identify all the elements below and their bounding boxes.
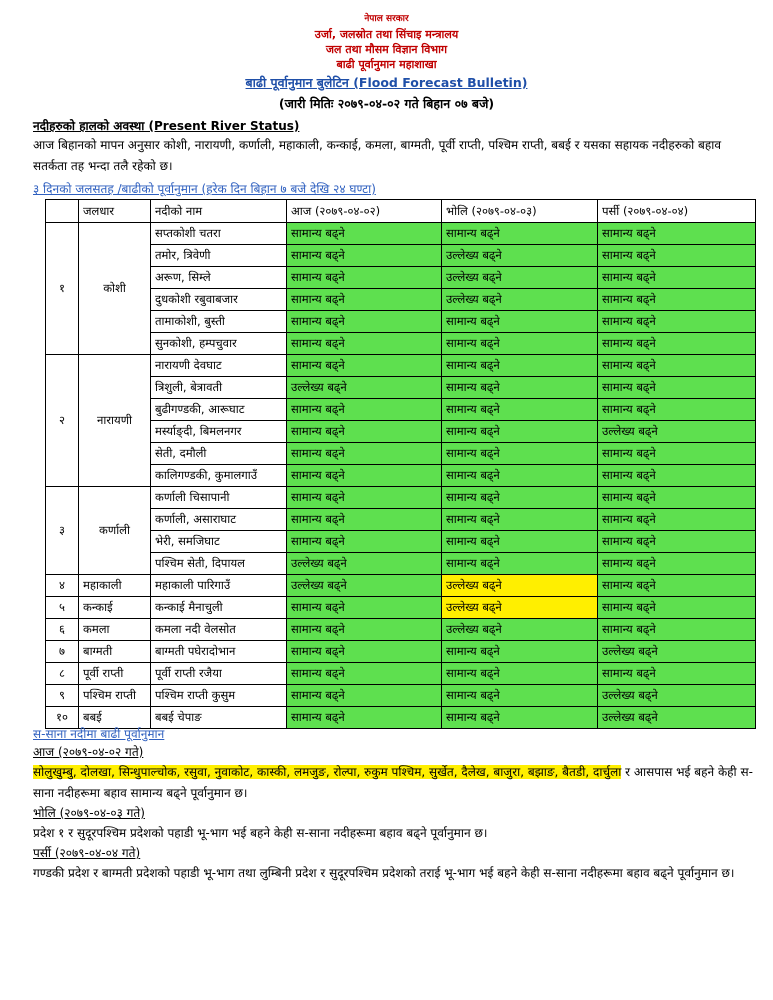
basin-number: २ [46, 355, 79, 487]
header-dayafter: पर्सी (२०७९-०४-०४) [598, 200, 756, 223]
header-river: नदीको नाम [151, 200, 287, 223]
forecast-tomorrow: सामान्य बढ्ने [442, 421, 598, 443]
forecast-today: सामान्य बढ्ने [287, 311, 442, 333]
table-row [46, 663, 756, 685]
table-row [46, 619, 756, 641]
river-name: बुढीगण्डकी, आरूघाट [151, 399, 287, 421]
forecast-today: सामान्य बढ्ने [287, 597, 442, 619]
forecast-today: सामान्य बढ्ने [287, 333, 442, 355]
basin-name: कोशी [79, 223, 151, 355]
forecast-today: सामान्य बढ्ने [287, 619, 442, 641]
basin-number: ३ [46, 487, 79, 575]
issued-date: (जारी मितिः २०७९-०४-०२ गते बिहान ०७ बजे) [278, 96, 495, 111]
forecast-dayafter: उल्लेख्य बढ्ने [598, 641, 756, 663]
table-row [46, 421, 756, 443]
table-row [46, 487, 756, 509]
section-name: बाढी पूर्वानुमान महाशाखा [336, 58, 437, 71]
forecast-dayafter: सामान्य बढ्ने [598, 487, 756, 509]
forecast-today: सामान्य बढ्ने [287, 267, 442, 289]
forecast-tomorrow: सामान्य बढ्ने [442, 641, 598, 663]
forecast-tomorrow: उल्लेख्य बढ्ने [442, 575, 598, 597]
forecast-today: सामान्य बढ्ने [287, 289, 442, 311]
dayafter-text: गण्डकी प्रदेश र बाग्मती प्रदेशको पहाडी भू-भाग तथा लुम्बिनी प्रदेश र सुदूरपश्चिम प्रदेशको तराई भू-भाग भई बहने केही स-साना नदीहरूमा बहाव बढ्ने पूर्वानुमान छ। [33, 866, 735, 880]
river-status-text: आज बिहानको मापन अनुसार कोशी, नारायणी, कर्णाली, महाकाली, कन्काई, कमला, बाग्मती, पूर्वी राप्ती, पश्चिम राप्ती, बबई र यसका सहायक नदीहरुको बहाव सतर्कता तह भन्दा तलै रहेको छ। [33, 138, 722, 173]
forecast-tomorrow: सामान्य बढ्ने [442, 399, 598, 421]
basin-name: कर्णाली [79, 487, 151, 575]
small-rivers-heading: स-साना नदीमा बाढी पूर्वानुमान [33, 727, 165, 741]
forecast-tomorrow: सामान्य बढ्ने [442, 465, 598, 487]
river-name: पश्चिम सेती, दिपायल [151, 553, 287, 575]
forecast-dayafter: सामान्य बढ्ने [598, 509, 756, 531]
forecast-tomorrow: उल्लेख्य बढ्ने [442, 619, 598, 641]
forecast-tomorrow: उल्लेख्य बढ्ने [442, 597, 598, 619]
forecast-dayafter: सामान्य बढ्ने [598, 355, 756, 377]
table-row [46, 685, 756, 707]
forecast-today: सामान्य बढ्ने [287, 487, 442, 509]
forecast-tomorrow: सामान्य बढ्ने [442, 355, 598, 377]
header-today: आज (२०७९-०४-०२) [287, 200, 442, 223]
river-name: कन्काई मैनाचुली [151, 597, 287, 619]
table-row [46, 333, 756, 355]
river-name: कालिगण्डकी, कुमालगाउँ [151, 465, 287, 487]
table-row [46, 641, 756, 663]
basin-number: ५ [46, 597, 79, 619]
today-text [33, 762, 758, 804]
today-text-rest: र आसपास भई बहने केही स-साना नदीहरूमा बहाव सामान्य बढ्ने पूर्वानुमान छ। [33, 765, 753, 800]
small-rivers-block [33, 725, 758, 884]
bulletin-title: बाढी पूर्वानुमान बुलेटिन (Flood Forecast Bulletin) [245, 75, 528, 90]
forecast-today: सामान्य बढ्ने [287, 399, 442, 421]
river-name: तामाकोशी, बुस्ती [151, 311, 287, 333]
table-row [46, 245, 756, 267]
basin-number: ९ [46, 685, 79, 707]
header-basin: जलधार [79, 200, 151, 223]
gov-name: नेपाल सरकार [364, 14, 409, 24]
river-name: बबई चेपाङ [151, 707, 287, 729]
tomorrow-label: भोलि (२०७९-०४-०३ गते) [33, 806, 145, 820]
department-name: जल तथा मौसम विज्ञान विभाग [325, 43, 448, 56]
forecast-heading-block [33, 180, 753, 198]
river-name: त्रिशुली, बेत्रावती [151, 377, 287, 399]
basin-number: ६ [46, 619, 79, 641]
river-name: महाकाली पारिगाउँ [151, 575, 287, 597]
forecast-dayafter: सामान्य बढ्ने [598, 443, 756, 465]
basin-name: पश्चिम राप्ती [79, 685, 151, 707]
forecast-dayafter: सामान्य बढ्ने [598, 267, 756, 289]
forecast-tomorrow: सामान्य बढ्ने [442, 377, 598, 399]
basin-number: ७ [46, 641, 79, 663]
table-row [46, 377, 756, 399]
river-name: बाग्मती पघेरादोभान [151, 641, 287, 663]
river-name: तमोर, त्रिवेणी [151, 245, 287, 267]
forecast-today: उल्लेख्य बढ्ने [287, 575, 442, 597]
forecast-today: सामान्य बढ्ने [287, 421, 442, 443]
forecast-dayafter: सामान्य बढ्ने [598, 311, 756, 333]
forecast-today: सामान्य बढ्ने [287, 355, 442, 377]
basin-name: कन्काई [79, 597, 151, 619]
forecast-today: सामान्य बढ्ने [287, 443, 442, 465]
table-row [46, 597, 756, 619]
table-row [46, 355, 756, 377]
forecast-tomorrow: सामान्य बढ्ने [442, 223, 598, 245]
today-label: आज (२०७९-०४-०२ गते) [33, 745, 144, 759]
dayafter-label: पर्सी (२०७९-०४-०४ गते) [33, 846, 141, 860]
forecast-today: उल्लेख्य बढ्ने [287, 377, 442, 399]
basin-name: कमला [79, 619, 151, 641]
river-name: कमला नदी वेलसोत [151, 619, 287, 641]
table-row [46, 575, 756, 597]
forecast-today: सामान्य बढ्ने [287, 465, 442, 487]
basin-name: पूर्वी राप्ती [79, 663, 151, 685]
forecast-today: सामान्य बढ्ने [287, 509, 442, 531]
forecast-dayafter: सामान्य बढ्ने [598, 333, 756, 355]
river-name: सुनकोशी, हम्पचुवार [151, 333, 287, 355]
forecast-dayafter: सामान्य बढ्ने [598, 289, 756, 311]
table-row [46, 553, 756, 575]
forecast-table [45, 199, 756, 729]
table-row [46, 509, 756, 531]
forecast-dayafter: उल्लेख्य बढ्ने [598, 421, 756, 443]
forecast-today: सामान्य बढ्ने [287, 707, 442, 729]
forecast-dayafter: सामान्य बढ्ने [598, 377, 756, 399]
river-name: नारायणी देवघाट [151, 355, 287, 377]
river-name: अरूण, सिम्ले [151, 267, 287, 289]
forecast-dayafter: सामान्य बढ्ने [598, 245, 756, 267]
table-row [46, 465, 756, 487]
basin-name: नारायणी [79, 355, 151, 487]
river-name: दुधकोशी रबुवाबजार [151, 289, 287, 311]
basin-number: १ [46, 223, 79, 355]
table-row [46, 289, 756, 311]
forecast-heading: ३ दिनको जलसतह /बाढीको पूर्वानुमान (हरेक दिन बिहान ७ बजे देखि २४ घण्टा) [33, 182, 376, 196]
forecast-tomorrow: उल्लेख्य बढ्ने [442, 245, 598, 267]
forecast-dayafter: उल्लेख्य बढ्ने [598, 707, 756, 729]
forecast-dayafter: सामान्य बढ्ने [598, 531, 756, 553]
header-num [46, 200, 79, 223]
header-block [0, 12, 773, 72]
forecast-today: सामान्य बढ्ने [287, 641, 442, 663]
forecast-tomorrow: सामान्य बढ्ने [442, 553, 598, 575]
forecast-tomorrow: उल्लेख्य बढ्ने [442, 289, 598, 311]
forecast-today: सामान्य बढ्ने [287, 663, 442, 685]
river-name: भेरी, समजिघाट [151, 531, 287, 553]
river-name: पश्चिम राप्ती कुसुम [151, 685, 287, 707]
forecast-today: सामान्य बढ्ने [287, 531, 442, 553]
basin-number: ४ [46, 575, 79, 597]
table-header-row [46, 200, 756, 223]
river-name: कर्णाली चिसापानी [151, 487, 287, 509]
forecast-tomorrow: सामान्य बढ्ने [442, 685, 598, 707]
forecast-dayafter: सामान्य बढ्ने [598, 553, 756, 575]
forecast-tomorrow: सामान्य बढ्ने [442, 707, 598, 729]
tomorrow-text: प्रदेश १ र सुदूरपश्चिम प्रदेशको पहाडी भू-भाग भई बहने केही स-साना नदीहरूमा बहाव बढ्ने पूर्वानुमान छ। [33, 826, 488, 840]
forecast-tomorrow: सामान्य बढ्ने [442, 531, 598, 553]
forecast-dayafter: सामान्य बढ्ने [598, 597, 756, 619]
forecast-table-body [46, 223, 756, 729]
basin-name: बाग्मती [79, 641, 151, 663]
river-status-heading: नदीहरुको हालको अवस्था (Present River Status) [33, 119, 300, 133]
ministry-name: उर्जा, जलस्रोत तथा सिंचाइ मन्त्रालय [314, 28, 459, 41]
table-row [46, 531, 756, 553]
basin-number: १० [46, 707, 79, 729]
basin-name: बबई [79, 707, 151, 729]
forecast-dayafter: सामान्य बढ्ने [598, 465, 756, 487]
forecast-today: उल्लेख्य बढ्ने [287, 553, 442, 575]
river-name: सप्तकोशी चतरा [151, 223, 287, 245]
forecast-dayafter: सामान्य बढ्ने [598, 399, 756, 421]
basin-number: ८ [46, 663, 79, 685]
forecast-tomorrow: सामान्य बढ्ने [442, 311, 598, 333]
basin-name: महाकाली [79, 575, 151, 597]
header-tomorrow: भोलि (२०७९-०४-०३) [442, 200, 598, 223]
forecast-today: सामान्य बढ्ने [287, 685, 442, 707]
forecast-tomorrow: सामान्य बढ्ने [442, 509, 598, 531]
table-row [46, 267, 756, 289]
forecast-dayafter: सामान्य बढ्ने [598, 223, 756, 245]
forecast-tomorrow: उल्लेख्य बढ्ने [442, 267, 598, 289]
forecast-dayafter: उल्लेख्य बढ्ने [598, 685, 756, 707]
river-name: पूर्वी राप्ती रजैया [151, 663, 287, 685]
forecast-today: सामान्य बढ्ने [287, 223, 442, 245]
forecast-dayafter: सामान्य बढ्ने [598, 575, 756, 597]
forecast-dayafter: सामान्य बढ्ने [598, 663, 756, 685]
today-district-highlight: सोलुखुम्बु, दोलखा, सिन्धुपाल्चोक, रसुवा, नुवाकोट, कास्की, लमजुङ, रोल्पा, रुकुम पश्चिम, सुर्खेत, दैलेख, बाजुरा, बझाङ, बैतडी, दार्चुला [33, 765, 622, 779]
river-status-block [33, 118, 753, 177]
forecast-today: सामान्य बढ्ने [287, 245, 442, 267]
river-name: मर्स्याङ्दी, बिमलनगर [151, 421, 287, 443]
river-name: कर्णाली, असाराघाट [151, 509, 287, 531]
river-name: सेती, दमौली [151, 443, 287, 465]
forecast-tomorrow: सामान्य बढ्ने [442, 663, 598, 685]
table-row [46, 223, 756, 245]
table-row [46, 399, 756, 421]
forecast-tomorrow: सामान्य बढ्ने [442, 443, 598, 465]
table-row [46, 443, 756, 465]
forecast-tomorrow: सामान्य बढ्ने [442, 333, 598, 355]
forecast-dayafter: सामान्य बढ्ने [598, 619, 756, 641]
table-row [46, 311, 756, 333]
forecast-tomorrow: सामान्य बढ्ने [442, 487, 598, 509]
